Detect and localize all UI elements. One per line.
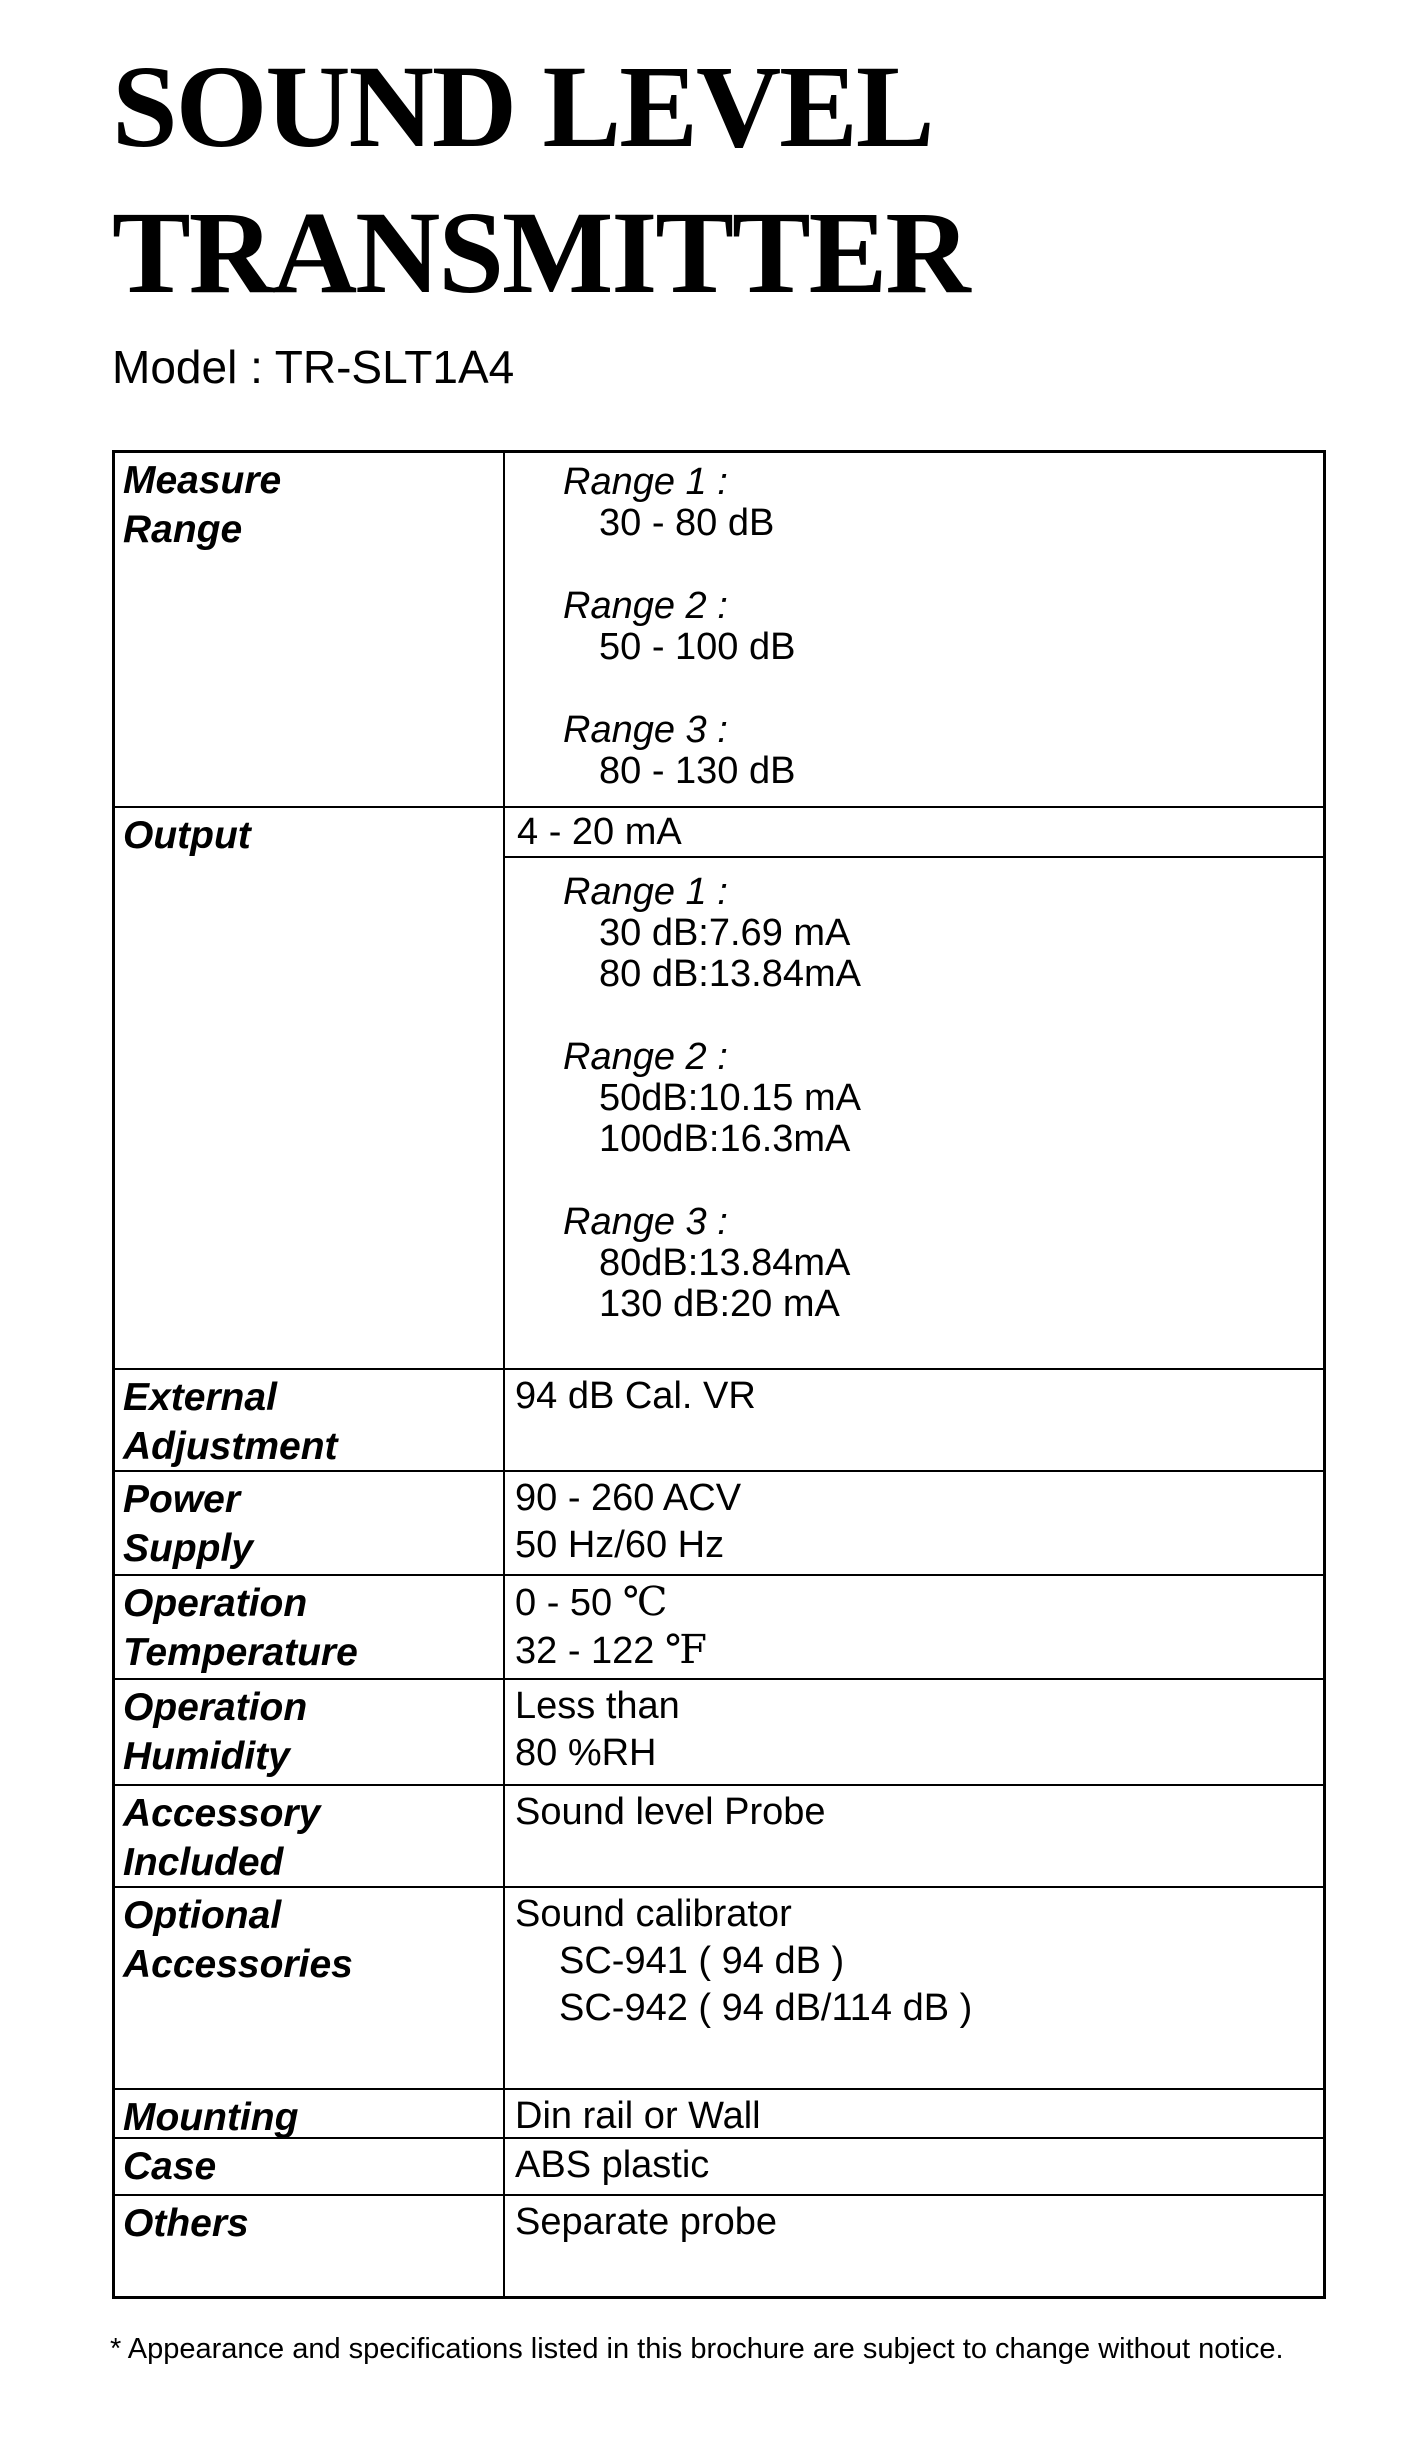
value-line xyxy=(515,1938,1323,1985)
spec-row xyxy=(115,1678,1323,1784)
row-value xyxy=(505,1786,1323,1886)
value-line: 94 dB Cal. VR xyxy=(515,1375,756,1417)
row-label xyxy=(115,2139,505,2194)
row-label xyxy=(115,1472,505,1574)
range-groups xyxy=(515,456,1323,792)
value-text: SC-942 ( 94 dB/114 dB ) xyxy=(559,1987,973,2029)
row-value xyxy=(505,2196,1323,2296)
spec-row xyxy=(115,1368,1323,1470)
row-value xyxy=(505,2090,1323,2137)
row-label-line: Operation xyxy=(123,1686,308,1729)
row-label-line: Case xyxy=(123,2145,217,2188)
row-label-line: Others xyxy=(123,2202,249,2245)
value-line xyxy=(515,1985,1323,2032)
range-group-header: Range 1 : xyxy=(563,461,728,503)
range-group-header: Range 3 : xyxy=(563,709,728,751)
spec-row xyxy=(115,806,1323,1368)
spec-row xyxy=(115,1784,1323,1886)
range-group xyxy=(515,1202,1323,1325)
range-group xyxy=(515,872,1323,995)
value-line: 90 - 260 ACV xyxy=(515,1477,742,1519)
range-group-header: Range 2 : xyxy=(563,1036,728,1078)
range-group-value: 50 - 100 dB xyxy=(599,626,796,668)
spec-row xyxy=(115,1574,1323,1678)
value-line xyxy=(515,1627,1323,1675)
spec-row xyxy=(115,2194,1323,2296)
row-label xyxy=(115,2196,505,2296)
range-group-value: 80 dB:13.84mA xyxy=(599,953,861,995)
specification-table xyxy=(112,450,1326,2299)
value-line: Sound level Probe xyxy=(515,1791,826,1833)
row-label-line: Measure xyxy=(123,459,282,502)
output-range-detail xyxy=(505,858,1323,1325)
row-label xyxy=(115,1370,505,1470)
model-number: Model : TR-SLT1A4 xyxy=(112,341,515,393)
range-group-value: 30 - 80 dB xyxy=(599,502,775,544)
range-group-value: 80 - 130 dB xyxy=(599,750,796,792)
range-group-header: Range 1 : xyxy=(563,871,728,913)
range-group-value: 80dB:13.84mA xyxy=(599,1242,851,1284)
row-value xyxy=(505,2139,1323,2194)
spec-row xyxy=(115,453,1323,806)
value-line: Less than xyxy=(515,1685,680,1727)
row-value xyxy=(505,1576,1323,1678)
range-group xyxy=(515,710,1323,792)
row-value xyxy=(505,808,1323,1368)
row-label-line: Temperature xyxy=(123,1631,358,1674)
output-current-range: 4 - 20 mA xyxy=(505,808,1323,858)
row-label xyxy=(115,1786,505,1886)
temperature-unit: ℉ xyxy=(665,1627,707,1673)
row-label xyxy=(115,2090,505,2137)
row-label-line: Humidity xyxy=(123,1735,290,1778)
row-label-line: Accessory xyxy=(123,1792,321,1835)
row-label xyxy=(115,1576,505,1678)
row-label-line: Mounting xyxy=(123,2096,299,2139)
row-value xyxy=(505,1888,1323,2088)
page-title xyxy=(112,34,1326,326)
value-line: 80 %RH xyxy=(515,1732,657,1774)
spec-row xyxy=(115,2088,1323,2137)
spec-row xyxy=(115,2137,1323,2194)
page-title-line-1: SOUND LEVEL xyxy=(112,41,933,172)
range-group-header: Range 2 : xyxy=(563,585,728,627)
row-label-line: Output xyxy=(123,814,251,857)
row-label-line: Optional xyxy=(123,1894,282,1937)
value-line: Separate probe xyxy=(515,2201,777,2243)
row-label-line: Range xyxy=(123,508,243,551)
row-label xyxy=(115,453,505,806)
range-group-header: Range 3 : xyxy=(563,1201,728,1243)
range-groups xyxy=(515,866,1323,1325)
row-label xyxy=(115,1888,505,2088)
row-label xyxy=(115,808,505,1368)
value-text: 32 - 122 xyxy=(515,1630,665,1672)
value-line: ABS plastic xyxy=(515,2144,710,2186)
row-label-line: Operation xyxy=(123,1582,308,1625)
row-value xyxy=(505,1680,1323,1784)
row-value xyxy=(505,1370,1323,1470)
row-label-line: Adjustment xyxy=(123,1425,338,1468)
page-title-line-2: TRANSMITTER xyxy=(112,187,969,318)
row-label-line: Included xyxy=(123,1841,284,1884)
row-label xyxy=(115,1680,505,1784)
range-group-value: 50dB:10.15 mA xyxy=(599,1077,861,1119)
range-group-value: 100dB:16.3mA xyxy=(599,1118,851,1160)
row-label-line: Supply xyxy=(123,1527,254,1570)
row-label-line: Accessories xyxy=(123,1943,353,1986)
value-line: Sound calibrator xyxy=(515,1893,792,1935)
value-line: Din rail or Wall xyxy=(515,2095,761,2137)
spec-row xyxy=(115,1886,1323,2088)
range-group-value: 130 dB:20 mA xyxy=(599,1283,840,1325)
row-value xyxy=(505,453,1323,806)
temperature-unit: ℃ xyxy=(622,1579,668,1625)
footnote-disclaimer: * Appearance and specifications listed in this brochure are subject to change without notice. xyxy=(110,2333,1284,2365)
value-line: 50 Hz/60 Hz xyxy=(515,1524,725,1566)
range-group xyxy=(515,586,1323,668)
value-line xyxy=(515,1579,1323,1627)
value-text: SC-941 ( 94 dB ) xyxy=(559,1940,845,1982)
row-value xyxy=(505,1472,1323,1574)
range-group xyxy=(515,1037,1323,1160)
row-label-line: External xyxy=(123,1376,277,1419)
value-text: 0 - 50 xyxy=(515,1582,623,1624)
range-group-value: 30 dB:7.69 mA xyxy=(599,912,851,954)
row-label-line: Power xyxy=(123,1478,241,1521)
range-group xyxy=(515,462,1323,544)
spec-row xyxy=(115,1470,1323,1574)
